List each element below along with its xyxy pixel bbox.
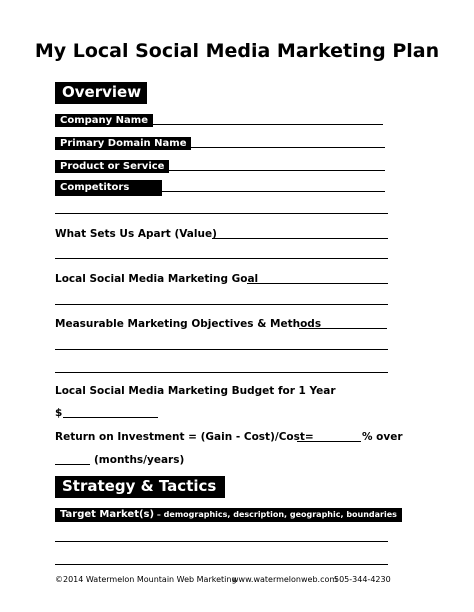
budget-label: Local Social Media Marketing Budget for 1 Year <box>55 385 336 397</box>
company-name-field[interactable] <box>140 124 383 125</box>
page-title: My Local Social Media Marketing Plan <box>34 40 440 62</box>
footer-website[interactable]: www.watermelonweb.com <box>232 575 338 584</box>
objectives-field-1[interactable] <box>299 328 387 329</box>
target-market-label <box>55 508 402 522</box>
objectives-field-2[interactable] <box>55 349 388 350</box>
competitors-label: Competitors <box>55 180 162 196</box>
primary-domain-field[interactable] <box>181 147 385 148</box>
goal-label: Local Social Media Marketing Goal <box>55 273 259 285</box>
competitors-field-1[interactable] <box>153 191 385 192</box>
strategy-heading: Strategy & Tactics <box>55 476 225 498</box>
budget-field[interactable] <box>63 417 158 418</box>
product-service-field[interactable] <box>168 170 385 171</box>
period-label: (months/years) <box>94 454 185 466</box>
objectives-field-3[interactable] <box>55 372 388 373</box>
footer-copyright: ©2014 Watermelon Mountain Web Marketing <box>55 575 237 584</box>
value-field-2[interactable] <box>55 258 388 259</box>
value-label: What Sets Us Apart (Value) <box>55 228 217 240</box>
roi-label: Return on Investment = (Gain - Cost)/Cost= <box>55 431 314 443</box>
target-market-detail: – demographics, description, geographic, boundaries <box>154 510 397 519</box>
period-field[interactable] <box>55 464 90 465</box>
dollar-sign: $ <box>55 407 63 419</box>
objectives-label: Measurable Marketing Objectives & Methods <box>55 318 322 330</box>
target-market-field-2[interactable] <box>55 564 388 565</box>
roi-percent-label: % over <box>362 431 403 443</box>
primary-domain-label: Primary Domain Name <box>55 137 191 150</box>
value-field-1[interactable] <box>212 238 388 239</box>
target-market-field-1[interactable] <box>55 541 388 542</box>
target-market-title: Target Market(s) <box>60 509 155 520</box>
goal-field-2[interactable] <box>55 304 388 305</box>
competitors-field-2[interactable] <box>55 213 388 214</box>
product-service-label: Product or Service <box>55 160 169 173</box>
roi-percent-field[interactable] <box>297 441 361 442</box>
company-name-label: Company Name <box>55 114 153 127</box>
overview-heading: Overview <box>55 82 147 104</box>
goal-field-1[interactable] <box>247 283 388 284</box>
footer-phone: 505-344-4230 <box>334 575 391 584</box>
